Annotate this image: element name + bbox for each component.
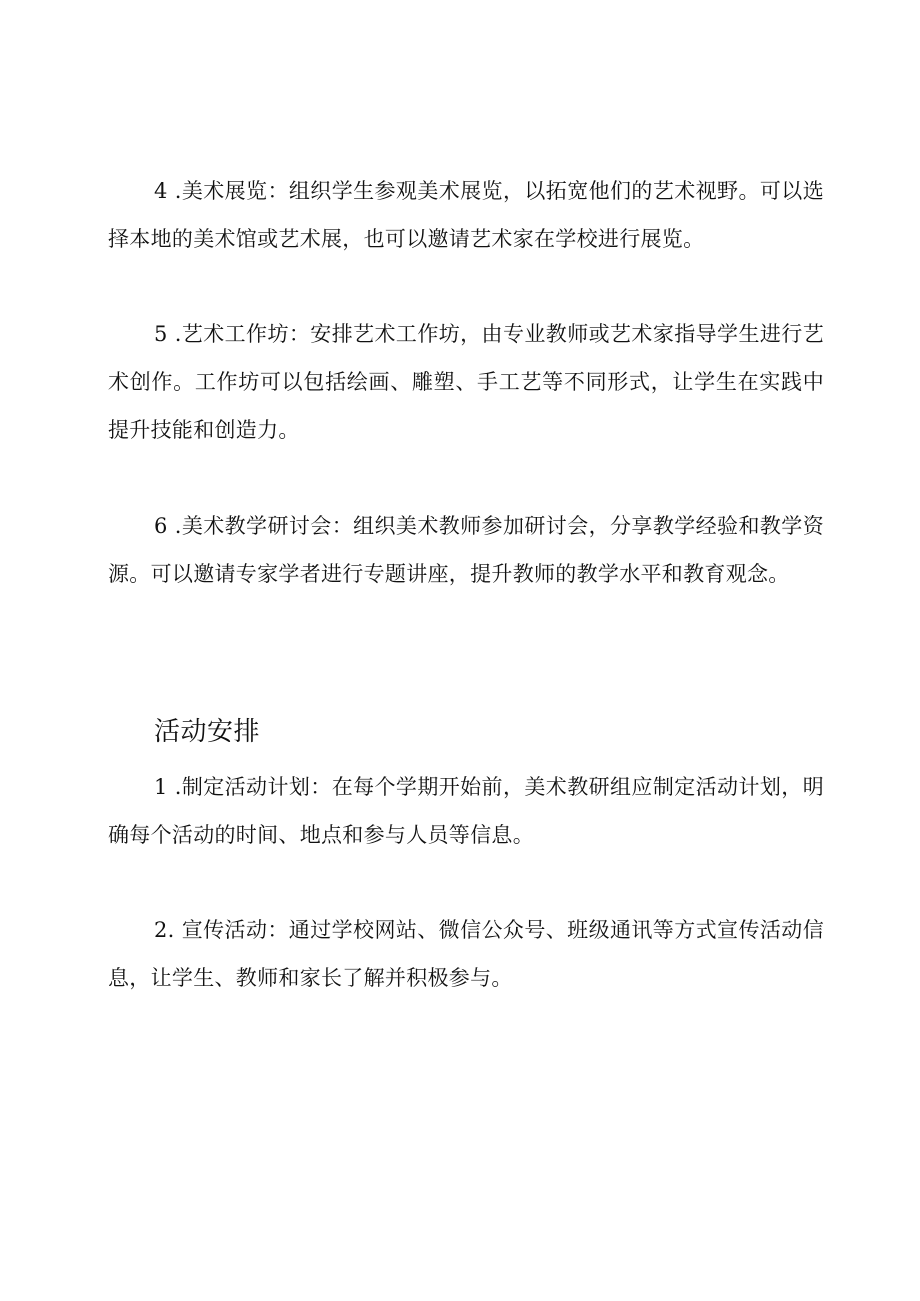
paragraph-art-workshop: 5 .艺术工作坊：安排艺术工作坊，由专业教师或艺术家指导学生进行艺术创作。工作坊可以包括绘画、雕塑、手工艺等不同形式，让学生在实践中提升技能和创造力。 bbox=[108, 322, 824, 442]
section-heading: 活动安排 bbox=[154, 717, 261, 747]
paragraph-activity-plan: 1 .制定活动计划：在每个学期开始前，美术教研组应制定活动计划，明确每个活动的时间、地点和参与人员等信息。 bbox=[108, 775, 824, 847]
paragraph-promotion: 2. 宣传活动：通过学校网站、微信公众号、班级通讯等方式宣传活动信息，让学生、教师和家长了解并积极参与。 bbox=[108, 918, 824, 990]
paragraph-teaching-seminar: 6 .美术教学研讨会：组织美术教师参加研讨会，分享教学经验和教学资源。可以邀请专家学者进行专题讲座，提升教师的教学水平和教育观念。 bbox=[108, 514, 824, 586]
paragraph-art-exhibition: 4 .美术展览：组织学生参观美术展览，以拓宽他们的艺术视野。可以选择本地的美术馆或艺术展，也可以邀请艺术家在学校进行展览。 bbox=[108, 179, 824, 251]
